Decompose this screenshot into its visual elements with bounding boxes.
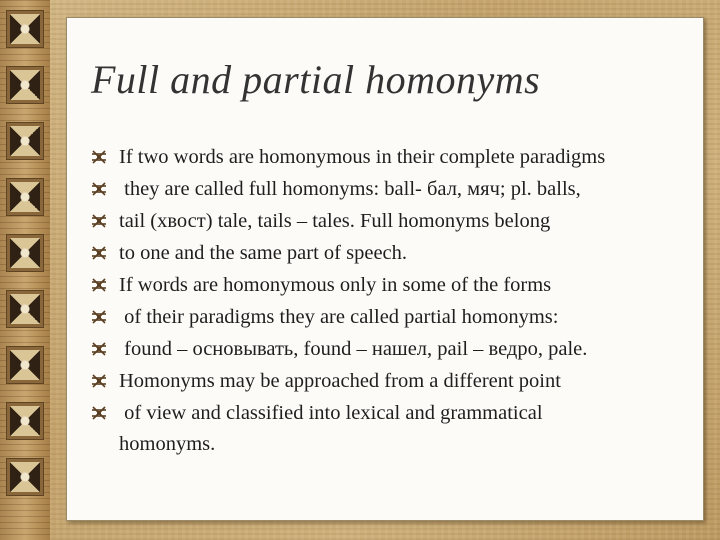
woven-square-bullet-icon xyxy=(91,149,107,165)
border-tile-icon xyxy=(6,122,44,160)
woven-square-bullet-icon xyxy=(91,341,107,357)
slide-title: Full and partial homonyms xyxy=(91,57,541,102)
bullet-item xyxy=(87,237,687,269)
bullet-item xyxy=(87,173,687,205)
border-tile-icon xyxy=(6,66,44,104)
woven-square-bullet-icon xyxy=(91,181,107,197)
bullet-text: they are called full homonyms: ball- бал, мяч; pl. balls, xyxy=(119,178,581,200)
bullet-text: of view and classified into lexical and grammatical xyxy=(119,402,543,424)
border-tile-icon xyxy=(6,458,44,496)
border-tile-icon xyxy=(6,290,44,328)
woven-square-bullet-icon xyxy=(91,277,107,293)
bullet-text: found – основывать, found – нашел, pail – ведро, pale. xyxy=(119,338,588,360)
bullet-text: If two words are homonymous in their complete paradigms xyxy=(119,146,606,168)
bullet-text: to one and the same part of speech. xyxy=(119,242,408,264)
bullet-item xyxy=(87,365,687,397)
bullet-list xyxy=(87,141,687,459)
bullet-item xyxy=(87,141,687,173)
bullet-text: tail (хвост) tale, tails – tales. Full homonyms belong xyxy=(119,210,551,232)
woven-square-bullet-icon xyxy=(91,245,107,261)
bullet-text: If words are homonymous only in some of the forms xyxy=(119,274,552,296)
border-tile-icon xyxy=(6,346,44,384)
border-tile-icon xyxy=(6,178,44,216)
woven-square-bullet-icon xyxy=(91,405,107,421)
bullet-text: Homonyms may be approached from a different point xyxy=(119,370,561,392)
bullet-item xyxy=(87,205,687,237)
bullet-item xyxy=(87,269,687,301)
bullet-item xyxy=(87,333,687,365)
woven-square-bullet-icon xyxy=(91,213,107,229)
continuation-text: homonyms. xyxy=(119,433,216,455)
woven-square-bullet-icon xyxy=(91,373,107,389)
content-panel xyxy=(66,17,704,521)
border-tile-icon xyxy=(6,402,44,440)
woven-square-bullet-icon xyxy=(91,309,107,325)
bullet-continuation xyxy=(87,429,687,459)
border-tile-icon xyxy=(6,10,44,48)
border-tile-icon xyxy=(6,234,44,272)
bullet-item xyxy=(87,301,687,333)
bullet-item xyxy=(87,397,687,429)
decorative-border-strip xyxy=(0,0,50,540)
bullet-text: of their paradigms they are called partial homonyms: xyxy=(119,306,559,328)
